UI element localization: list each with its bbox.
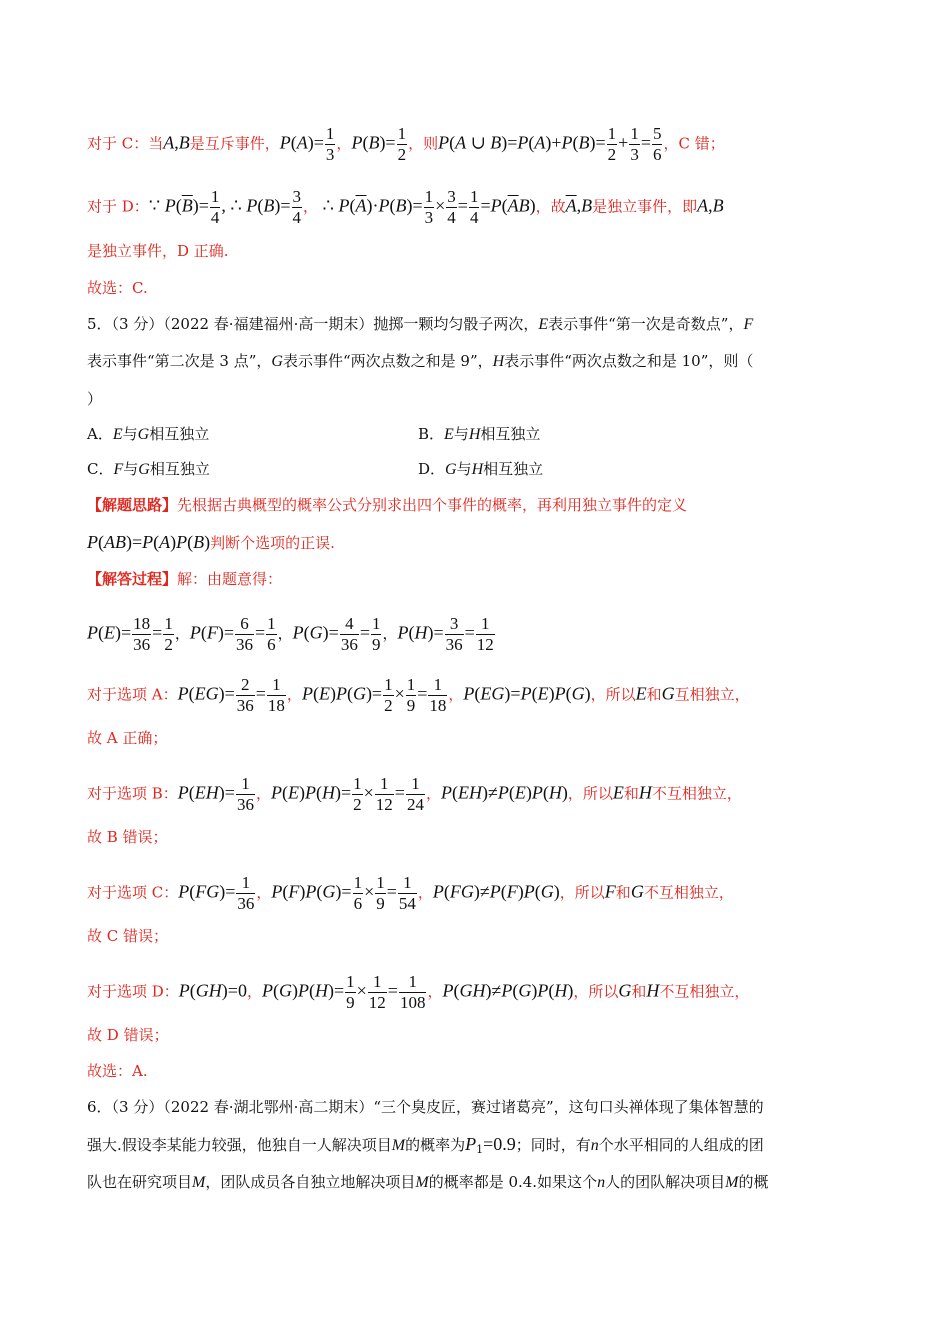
q5-option-a: A．E与G相互独立 [87,425,210,443]
q5-stem-line1: 5．（3 分）（2022 春·福建福州·高一期末）抛掷一颗均匀骰子两次，E表示事件“第一次是奇数点”，F [87,315,754,333]
solution-process: 【解答过程】解：由题意得： [87,570,283,588]
conclusion-b: 故 B 错误； [87,828,168,846]
answer-q4: 故选：C. [87,279,148,297]
option-d-conclusion: 是独立事件，D 正确. [87,242,229,260]
conclusion-d: 故 D 错误； [87,1026,169,1044]
q6-stem-line2: 强大.假设李某能力较强，他独自一人解决项目M的概率为$P_1=0.9$；同时，有n个水平相同的人组成的团 [87,1134,764,1156]
conclusion-a: 故 A 正确； [87,729,168,747]
solution-option-b: 对于选项 B：P(EH)= $\frac{1}{36}$ ，P(E)P(H)= $\frac{1}{2}$ × $\frac{1}{12}$ = $\frac{1}{24}$ ，P(EH)≠P(E)P(H)，所以E和H不互相独立， [87,774,742,814]
q5-option-b: B．E与H相互独立 [418,425,541,443]
q6-stem-line3: 队也在研究项目M，团队成员各自独立地解决项目M的概率都是 0.4.如果这个n人的团队解决项目M的概 [87,1173,769,1191]
answer-q5: 故选：A. [87,1062,148,1080]
q5-stem-line3: ） [87,390,103,408]
solution-idea: 【解题思路】先根据古典概型的概率公式分别求出四个事件的概率，再利用独立事件的定义 [87,496,688,514]
solution-option-a: 对于选项 A：P(EG)= $\frac{2}{36}$ = $\frac{1}{18}$ ，P(E)P(G)= $\frac{1}{2}$ × $\frac{1}{9}$ = $\frac{1}{18}$ ，P(EG)=P(E)P(G)，所以E和G互相独立， [87,675,750,715]
q5-stem-line2: 表示事件“第二次是 3 点”，G表示事件“两次点数之和是 9”，H表示事件“两次点数之和是 10”，则（ [87,352,754,370]
probabilities-line: P(E)= $\frac{18}{36}$ = $\frac{1}{2}$ ，P(F)= $\frac{6}{36}$ = $\frac{1}{6}$ ，P(G)= $\frac{4}{36}$ = $\frac{1}{9}$ ，P(H)= $\frac{3}{36}$ = $\frac{1}{12}$ [87,614,494,654]
q5-option-d: D．G与H相互独立 [418,460,544,478]
solution-option-c: 对于选项 C：P(FG)= $\frac{1}{36}$ ，P(F)P(G)= $\frac{1}{6}$ × $\frac{1}{9}$ = $\frac{1}{54}$ ，P(FG)≠P(F)P(G)，所以F和G不互相独立， [87,873,734,913]
q5-option-c: C．F与G相互独立 [87,460,210,478]
q6-stem-line1: 6．（3 分）（2022 春·湖北鄂州·高二期末）“三个臭皮匠，赛过诸葛亮”，这句口头禅体现了集体智慧的 [87,1098,764,1116]
conclusion-c: 故 C 错误； [87,927,169,945]
solution-idea-formula: P(AB)=P(A)P(B)判断个选项的正误. [87,532,335,552]
solution-option-d: 对于选项 D：P(GH)=0，P(G)P(H)= $\frac{1}{9}$ × $\frac{1}{12}$ = $\frac{1}{108}$ ，P(GH)≠P(G)P(H)，所以G和H不互相独立， [87,972,750,1012]
option-d-analysis: 对于 D：∵ $P(\overline{B})=$ $\frac{1}{4}$ , ∴ P(B)= $\frac{3}{4}$ ， ∴ $P(\overline{A})\cdot P(B)=$ $\frac{1}{3}$ × $\frac{3}{4}$ = $\frac{1}{4}$ $=P(\overline{A}B)$，故$\overline{A},B$是独立事件，即A,B [87,187,724,227]
option-c-analysis: 对于 C：当A,B是互斥事件，P(A)= $\frac{1}{3}$ ，P(B)= $\frac{1}{2}$ ，则P(A ∪ B)=P(A)+P(B)= $\frac{1}{2}$ + $\frac{1}{3}$ = $\frac{5}{6}$ ，C 错； [87,124,725,164]
